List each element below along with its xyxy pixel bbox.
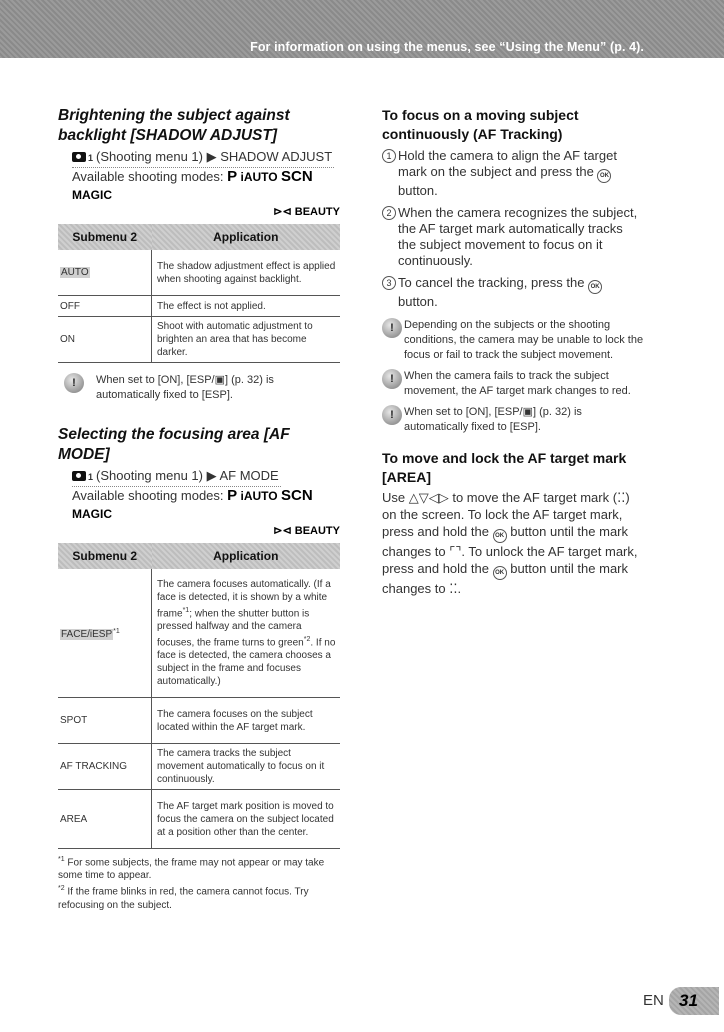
th-submenu: Submenu 2: [58, 224, 152, 250]
af-mode-beauty: ⊳⊲ BEAUTY: [273, 525, 340, 537]
af-table: [58, 543, 340, 849]
table-row: [58, 296, 340, 317]
af-row-key-sup: *1: [113, 627, 120, 635]
tracking-step-3: [382, 275, 644, 310]
header-bar: [0, 0, 724, 58]
tracking-note-text: When the camera fails to track the subject movement, the AF target mark changes to red.: [404, 370, 631, 397]
mode-beauty-icon: BEAUTY: [294, 206, 340, 218]
header-text: For information on using the menus, see “Using the Menu” (p. 4).: [250, 40, 644, 54]
shadow-row-value: Shoot with automatic adjustment to brighten an area that has become darker.: [152, 317, 341, 363]
tracking-step-2: [382, 205, 644, 269]
shadow-row-key: ON: [58, 317, 152, 363]
af-target-mark-icon: ⁚⁚: [617, 490, 626, 505]
af-mode-title: Selecting the focusing area [AF MODE]: [58, 426, 290, 463]
step-number: 3: [382, 276, 396, 290]
ok-button-icon: OK: [588, 280, 602, 294]
tracking-title: [382, 106, 644, 144]
table-row: [58, 698, 340, 744]
shadow-title-line1: Brightening the subject against: [58, 107, 290, 124]
ok-button-icon: OK: [493, 529, 507, 543]
step-3-end: button.: [398, 294, 438, 309]
page-number-badge: [669, 987, 719, 1015]
table-header: [58, 224, 340, 250]
step-2-text: When the camera recognizes the subject, the AF target mark automatically tracks the subject movement to focus on it continuously.: [398, 205, 638, 268]
table-header: [58, 543, 340, 569]
af-row-key: AF TRACKING: [58, 744, 152, 790]
mode-scn-icon: SCN: [280, 168, 313, 185]
note-icon: !: [382, 369, 402, 389]
shadow-table: [58, 224, 340, 363]
shadow-note: [58, 373, 340, 403]
page-number: 31: [679, 991, 698, 1010]
tracking-note: [382, 405, 644, 435]
af-row-value: The camera focuses on the subject located within the AF target mark.: [152, 698, 341, 744]
table-row: [58, 317, 340, 363]
af-row-key: FACE/iESP: [61, 629, 113, 641]
footnote-2-text: If the frame blinks in red, the camera cannot focus. Try refocusing on the subject.: [58, 886, 309, 911]
tracking-note-text: When set to [ON], [ESP/▣] (p. 32) is automatically fixed to [ESP].: [404, 406, 582, 433]
tracking-title-line1: To focus on a moving subject: [382, 107, 579, 123]
tracking-step-1: [382, 148, 644, 199]
shadow-title-line2: backlight [SHADOW ADJUST]: [58, 127, 278, 144]
ok-button-icon: OK: [493, 566, 507, 580]
mode-magic-icon: MAGIC: [72, 507, 112, 521]
af-row-value: The camera tracks the subject movement automatically to focus on it continuously.: [152, 744, 341, 790]
shadow-row-value: The shadow adjustment effect is applied when shooting against backlight.: [152, 250, 341, 296]
mode-p-icon: P: [227, 487, 238, 504]
af-modes-label: Available shooting modes:: [72, 488, 224, 503]
mode-beauty-icon: BEAUTY: [294, 525, 340, 537]
left-column: [58, 106, 340, 912]
table-row: [58, 250, 340, 296]
af-menu-path-text: (Shooting menu 1) ▶ AF MODE: [96, 468, 279, 483]
ok-button-icon: OK: [597, 169, 611, 183]
af-row-key: SPOT: [58, 698, 152, 744]
tracking-title-line2: continuously (AF Tracking): [382, 126, 563, 142]
footnote-1-text: For some subjects, the frame may not appear or may take some time to appear.: [58, 857, 325, 882]
step-number: 2: [382, 206, 396, 220]
face-value-part: ; when the shutter button is pressed halfway and the camera focuses, the frame turns to green: [157, 608, 310, 649]
area-title-line2: [AREA]: [382, 469, 431, 485]
shadow-row-key: OFF: [58, 296, 152, 317]
face-value-sup: *2: [303, 636, 311, 643]
af-row-value: The AF target mark position is moved to focus the camera on the subject located at a position other than the center.: [152, 790, 341, 849]
mode-iauto-icon: iAUTO: [240, 170, 278, 184]
th-application: Application: [152, 224, 341, 250]
area-text: ) on the screen. To lock the AF target mark, press and hold the: [382, 490, 630, 539]
area-text: Use △▽◁▷ to move the AF target mark (: [382, 490, 618, 505]
footnote-1: [58, 853, 340, 882]
shadow-row-value: The effect is not applied.: [152, 296, 341, 317]
shadow-modes: [72, 168, 340, 204]
af-row-key: AREA: [58, 790, 152, 849]
th-submenu: Submenu 2: [58, 543, 152, 569]
af-modes: [72, 487, 340, 523]
shadow-modes-label: Available shooting modes:: [72, 169, 224, 184]
right-column: [382, 106, 644, 597]
footnote-2: [58, 882, 340, 911]
shadow-note-text: When set to [ON], [ESP/▣] (p. 32) is automatically fixed to [ESP].: [96, 374, 274, 401]
footnote-2-mark: *2: [58, 885, 65, 893]
shadow-title: [58, 106, 340, 146]
note-icon: !: [382, 318, 402, 338]
note-icon: !: [64, 373, 84, 393]
language-label: EN: [643, 992, 664, 1009]
shadow-menu-path: [72, 148, 334, 168]
mode-iauto-icon: iAUTO: [240, 489, 278, 503]
camera-icon: [72, 152, 86, 162]
table-row: [58, 790, 340, 849]
th-application: Application: [152, 543, 341, 569]
footnote-1-mark: *1: [58, 856, 65, 863]
area-text: button until the mark changes to: [382, 561, 629, 596]
tracking-note: [382, 369, 644, 399]
af-target-mark-icon: ⁚⁚: [449, 581, 458, 596]
shadow-menu-submenu: 1: [88, 153, 94, 163]
step-1-text: Hold the camera to align the AF target mark on the subject and press the: [398, 148, 617, 179]
step-1-end: button.: [398, 183, 438, 198]
face-value-part: . If no face is detected, the camera chooses a subject in the frame and focuses automatically.): [157, 637, 336, 688]
area-title: [382, 449, 644, 487]
shadow-row-key: AUTO: [61, 267, 89, 278]
af-menu-path: [72, 467, 281, 487]
area-text: .: [457, 581, 462, 596]
table-row: [58, 569, 340, 698]
step-3-text: To cancel the tracking, press the: [398, 275, 585, 290]
face-value-sup: *1: [182, 606, 190, 614]
step-number: 1: [382, 149, 396, 163]
mode-scn-icon: SCN: [280, 487, 313, 504]
area-text: . To unlock the AF target mark, press and hold the: [382, 544, 638, 576]
face-value-part: The camera focuses automatically. (If a face is detected, it is shown by a white frame: [157, 578, 331, 619]
shadow-menu-path-text: (Shooting menu 1) ▶ SHADOW ADJUST: [96, 149, 333, 164]
mode-p-icon: P: [227, 168, 238, 185]
shadow-mode-beauty: ⊳⊲ BEAUTY: [273, 206, 340, 218]
tracking-note-text: Depending on the subjects or the shooting conditions, the camera may be unable to lock the focus or fail to track the subject movement.: [404, 319, 644, 361]
mode-magic-icon: MAGIC: [72, 188, 112, 202]
af-lock-mark-icon: ⌜⌝: [449, 544, 462, 559]
table-row: [58, 744, 340, 790]
af-row-value: [152, 569, 341, 698]
area-text: button until the mark changes to: [382, 524, 629, 559]
af-menu-submenu: 1: [88, 472, 94, 482]
area-title-line1: To move and lock the AF target mark: [382, 450, 627, 466]
note-icon: !: [382, 405, 402, 425]
camera-icon: [72, 471, 86, 481]
area-paragraph: [382, 489, 644, 597]
tracking-note: [382, 318, 644, 363]
